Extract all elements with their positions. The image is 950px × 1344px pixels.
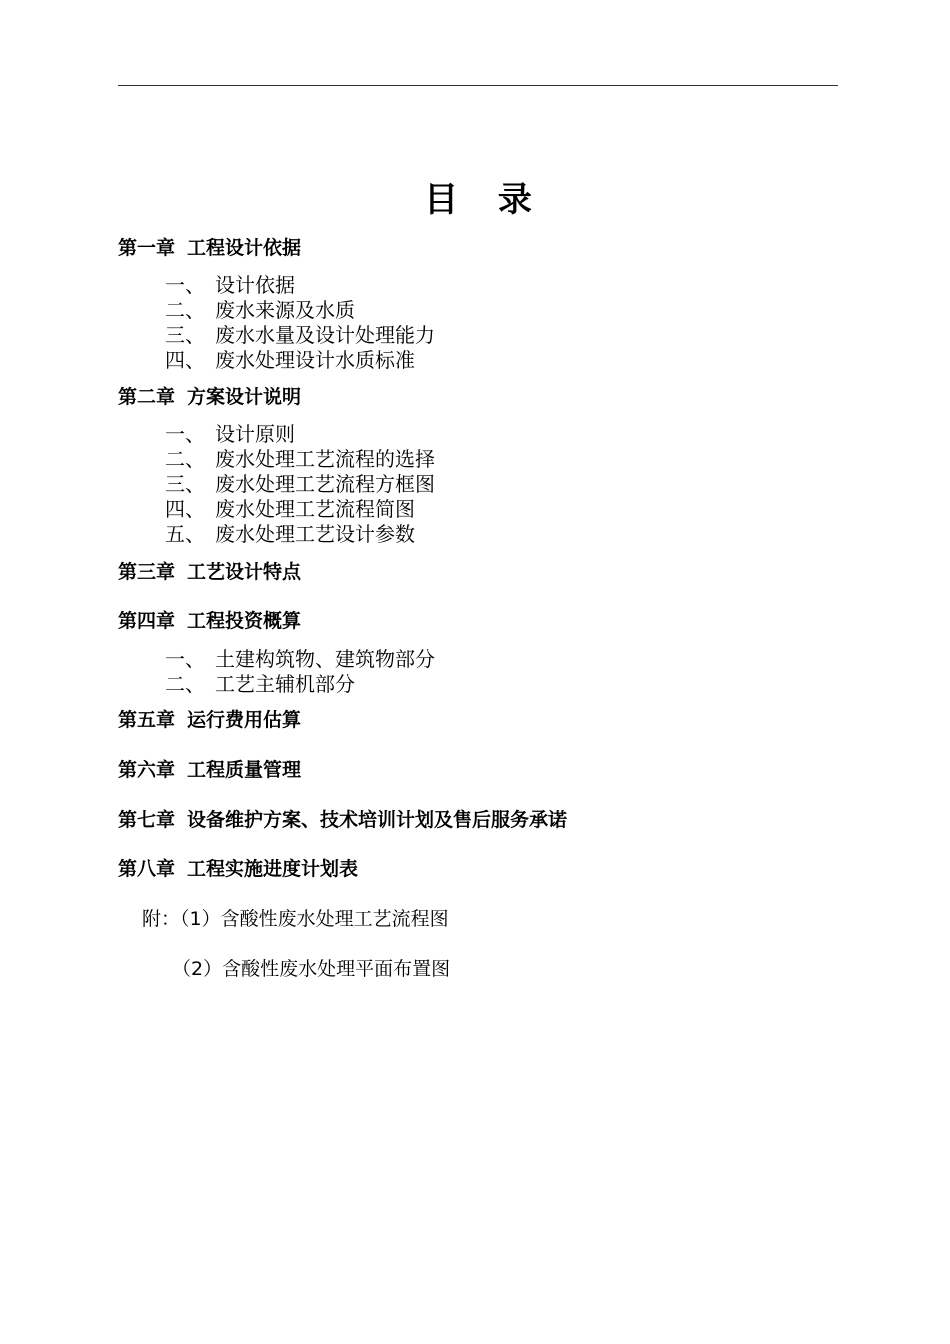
item-index: 二、 xyxy=(165,447,205,471)
appendix-line-2: （2）含酸性废水处理平面布置图 xyxy=(172,958,451,980)
chapter-number: 第三章 xyxy=(118,561,176,583)
item-text: 废水处理工艺流程简图 xyxy=(215,497,415,521)
ch1-item-3 xyxy=(165,323,435,348)
ch2-item-4 xyxy=(165,497,415,522)
item-text: 废水处理设计水质标准 xyxy=(215,348,415,372)
ch2-item-5 xyxy=(165,522,415,547)
item-index: 三、 xyxy=(165,472,205,496)
chapter-2 xyxy=(118,385,301,409)
chapter-number: 第四章 xyxy=(118,610,176,632)
ch4-item-2 xyxy=(165,672,355,697)
chapter-4 xyxy=(118,609,301,633)
chapter-title: 工程质量管理 xyxy=(187,759,302,781)
chapter-number: 第五章 xyxy=(118,709,176,731)
item-index: 一、 xyxy=(165,647,205,671)
item-text: 废水来源及水质 xyxy=(215,298,355,322)
header-rule xyxy=(118,85,838,86)
ch2-item-2 xyxy=(165,447,435,472)
chapter-title: 工艺设计特点 xyxy=(187,561,302,583)
item-index: 三、 xyxy=(165,323,205,347)
page-title: 目 录 xyxy=(424,180,546,220)
chapter-title: 工程设计依据 xyxy=(187,237,302,259)
ch1-item-4 xyxy=(165,348,415,373)
appendix-line-1: 附：（1）含酸性废水处理工艺流程图 xyxy=(142,908,449,930)
item-text: 废水处理工艺设计参数 xyxy=(215,522,415,546)
ch1-item-1 xyxy=(165,273,295,298)
chapter-number: 第一章 xyxy=(118,237,176,259)
item-index: 四、 xyxy=(165,497,205,521)
ch4-item-1 xyxy=(165,647,435,672)
chapter-number: 第二章 xyxy=(118,386,176,408)
item-index: 四、 xyxy=(165,348,205,372)
chapter-title: 工程投资概算 xyxy=(187,610,302,632)
item-index: 二、 xyxy=(165,298,205,322)
ch2-item-1 xyxy=(165,422,295,447)
item-text: 设计原则 xyxy=(215,422,295,446)
chapter-title: 工程实施进度计划表 xyxy=(187,858,359,880)
item-index: 五、 xyxy=(165,522,205,546)
chapter-1 xyxy=(118,236,301,260)
chapter-3 xyxy=(118,560,301,584)
item-text: 废水处理工艺流程的选择 xyxy=(215,447,435,471)
ch2-item-3 xyxy=(165,472,435,497)
item-index: 二、 xyxy=(165,672,205,696)
item-text: 工艺主辅机部分 xyxy=(215,672,355,696)
chapter-8 xyxy=(118,857,358,881)
item-text: 设计依据 xyxy=(215,273,295,297)
chapter-5 xyxy=(118,708,301,732)
chapter-title: 方案设计说明 xyxy=(187,386,302,408)
chapter-7 xyxy=(118,808,567,832)
ch1-item-2 xyxy=(165,298,355,323)
chapter-number: 第六章 xyxy=(118,759,176,781)
item-text: 废水处理工艺流程方框图 xyxy=(215,472,435,496)
item-text: 土建构筑物、建筑物部分 xyxy=(215,647,435,671)
item-text: 废水水量及设计处理能力 xyxy=(215,323,435,347)
chapter-title: 运行费用估算 xyxy=(187,709,302,731)
item-index: 一、 xyxy=(165,273,205,297)
chapter-title: 设备维护方案、技术培训计划及售后服务承诺 xyxy=(187,809,568,831)
item-index: 一、 xyxy=(165,422,205,446)
chapter-number: 第七章 xyxy=(118,809,176,831)
chapter-number: 第八章 xyxy=(118,858,176,880)
chapter-6 xyxy=(118,758,301,782)
